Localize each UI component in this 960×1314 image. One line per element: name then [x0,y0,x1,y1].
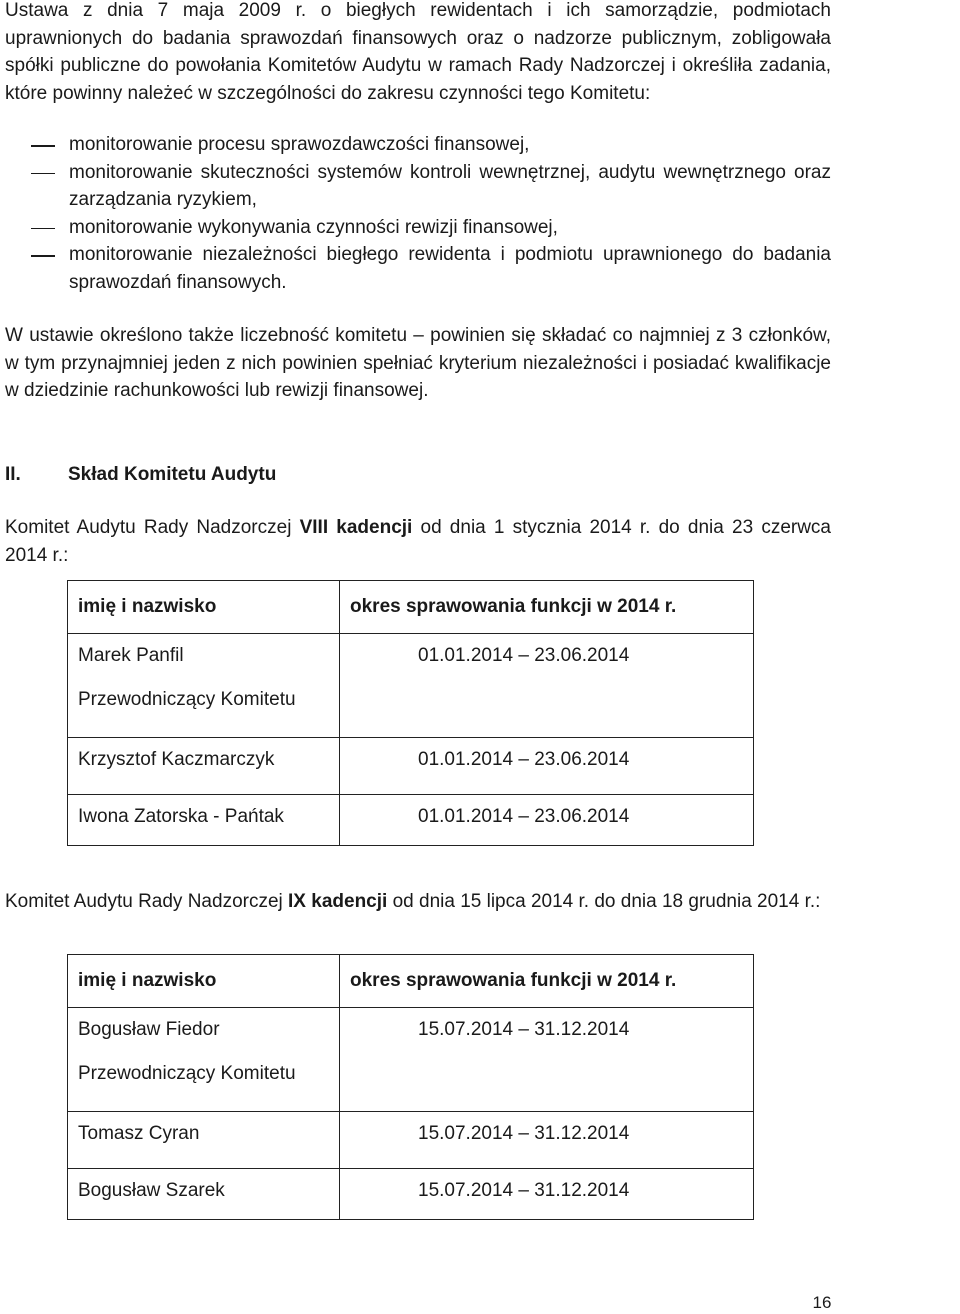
member-name: Marek Panfil [78,645,184,666]
column-header-period: okres sprawowania funkcji w 2014 r. [340,955,754,1008]
committee-ix-term: IX kadencji [288,891,388,912]
member-name-cell [68,634,340,738]
committee-ix-intro-post: od dnia 15 lipca 2014 r. do dnia 18 grudnia 2014 r.: [387,891,821,912]
member-name-cell [68,1008,340,1112]
page-number: 16 [812,1293,832,1312]
committee-ix-intro [5,888,831,916]
list-item [5,241,831,296]
committee-viii-table [67,580,754,846]
committee-viii-intro-post: od dnia 1 stycznia 2014 r. do dnia 23 czerwca 2014 r.: [5,517,831,566]
committee-ix-table [67,954,754,1220]
member-role: Przewodniczący Komitetu [78,689,296,710]
intro-paragraph: Ustawa z dnia 7 maja 2009 r. o biegłych rewidentach i ich samorządzie, podmiotach uprawnionych do badania sprawozdań finansowych oraz o nadzorze publicznym, zobligowała spółki publiczne do powołania Komitetów Audytu w ramach Rady Nadzorczej i określiła zadania, które powinny należeć w szczególności do zakresu czynności tego Komitetu: [5,0,831,104]
list-item-text: monitorowanie skuteczności systemów kontroli wewnętrznej, audytu wewnętrznego oraz zarządzania ryzykiem, [69,161,831,210]
list-item-text: monitorowanie procesu sprawozdawczości finansowej, [69,134,530,155]
member-name: Bogusław Fiedor [78,1019,220,1040]
column-header-name: imię i nazwisko [68,581,340,634]
table-row [68,1112,754,1169]
committee-tasks-list [5,131,831,296]
table-row [68,795,754,846]
member-name: Iwona Zatorska - Pańtak [68,795,340,846]
committee-viii-intro-pre: Komitet Audytu Rady Nadzorczej [5,517,300,538]
member-period: 15.07.2014 – 31.12.2014 [340,1169,754,1220]
committee-size-paragraph: W ustawie określono także liczebność komitetu – powinien się składać co najmniej z 3 członków, w tym przynajmniej jeden z nich powinien spełniać kryterium niezależności i posiadać kwalifikacje w dziedzinie rachunkowości lub rewizji finansowej. [5,325,831,401]
section-number: II. [5,464,21,485]
table-row [68,1169,754,1220]
member-period: 01.01.2014 – 23.06.2014 [340,634,754,738]
list-item [5,159,831,214]
list-item-text: monitorowanie niezależności biegłego rewidenta i podmiotu uprawnionego do badania sprawozdań finansowych. [69,244,831,293]
table-header-row [68,581,754,634]
list-item-text: monitorowanie wykonywania czynności rewizji finansowej, [69,216,558,238]
member-period: 01.01.2014 – 23.06.2014 [340,795,754,846]
list-item [5,214,831,242]
committee-ix-intro-pre: Komitet Audytu Rady Nadzorczej [5,891,289,912]
member-role: Przewodniczący Komitetu [78,1063,296,1084]
column-header-period: okres sprawowania funkcji w 2014 r. [340,581,754,634]
member-name: Tomasz Cyran [68,1112,340,1169]
list-item [5,131,831,159]
member-period: 01.01.2014 – 23.06.2014 [340,738,754,795]
member-name: Bogusław Szarek [68,1169,340,1220]
table-row [68,1008,754,1112]
member-period: 15.07.2014 – 31.12.2014 [340,1112,754,1169]
committee-viii-intro [5,514,831,569]
section-title: Skład Komitetu Audytu [68,464,277,485]
table-row [68,738,754,795]
committee-viii-term: VIII kadencji [299,517,413,538]
table-header-row [68,955,754,1008]
member-period: 15.07.2014 – 31.12.2014 [340,1008,754,1112]
member-name: Krzysztof Kaczmarczyk [68,738,340,795]
column-header-name: imię i nazwisko [68,955,340,1008]
table-row [68,634,754,738]
